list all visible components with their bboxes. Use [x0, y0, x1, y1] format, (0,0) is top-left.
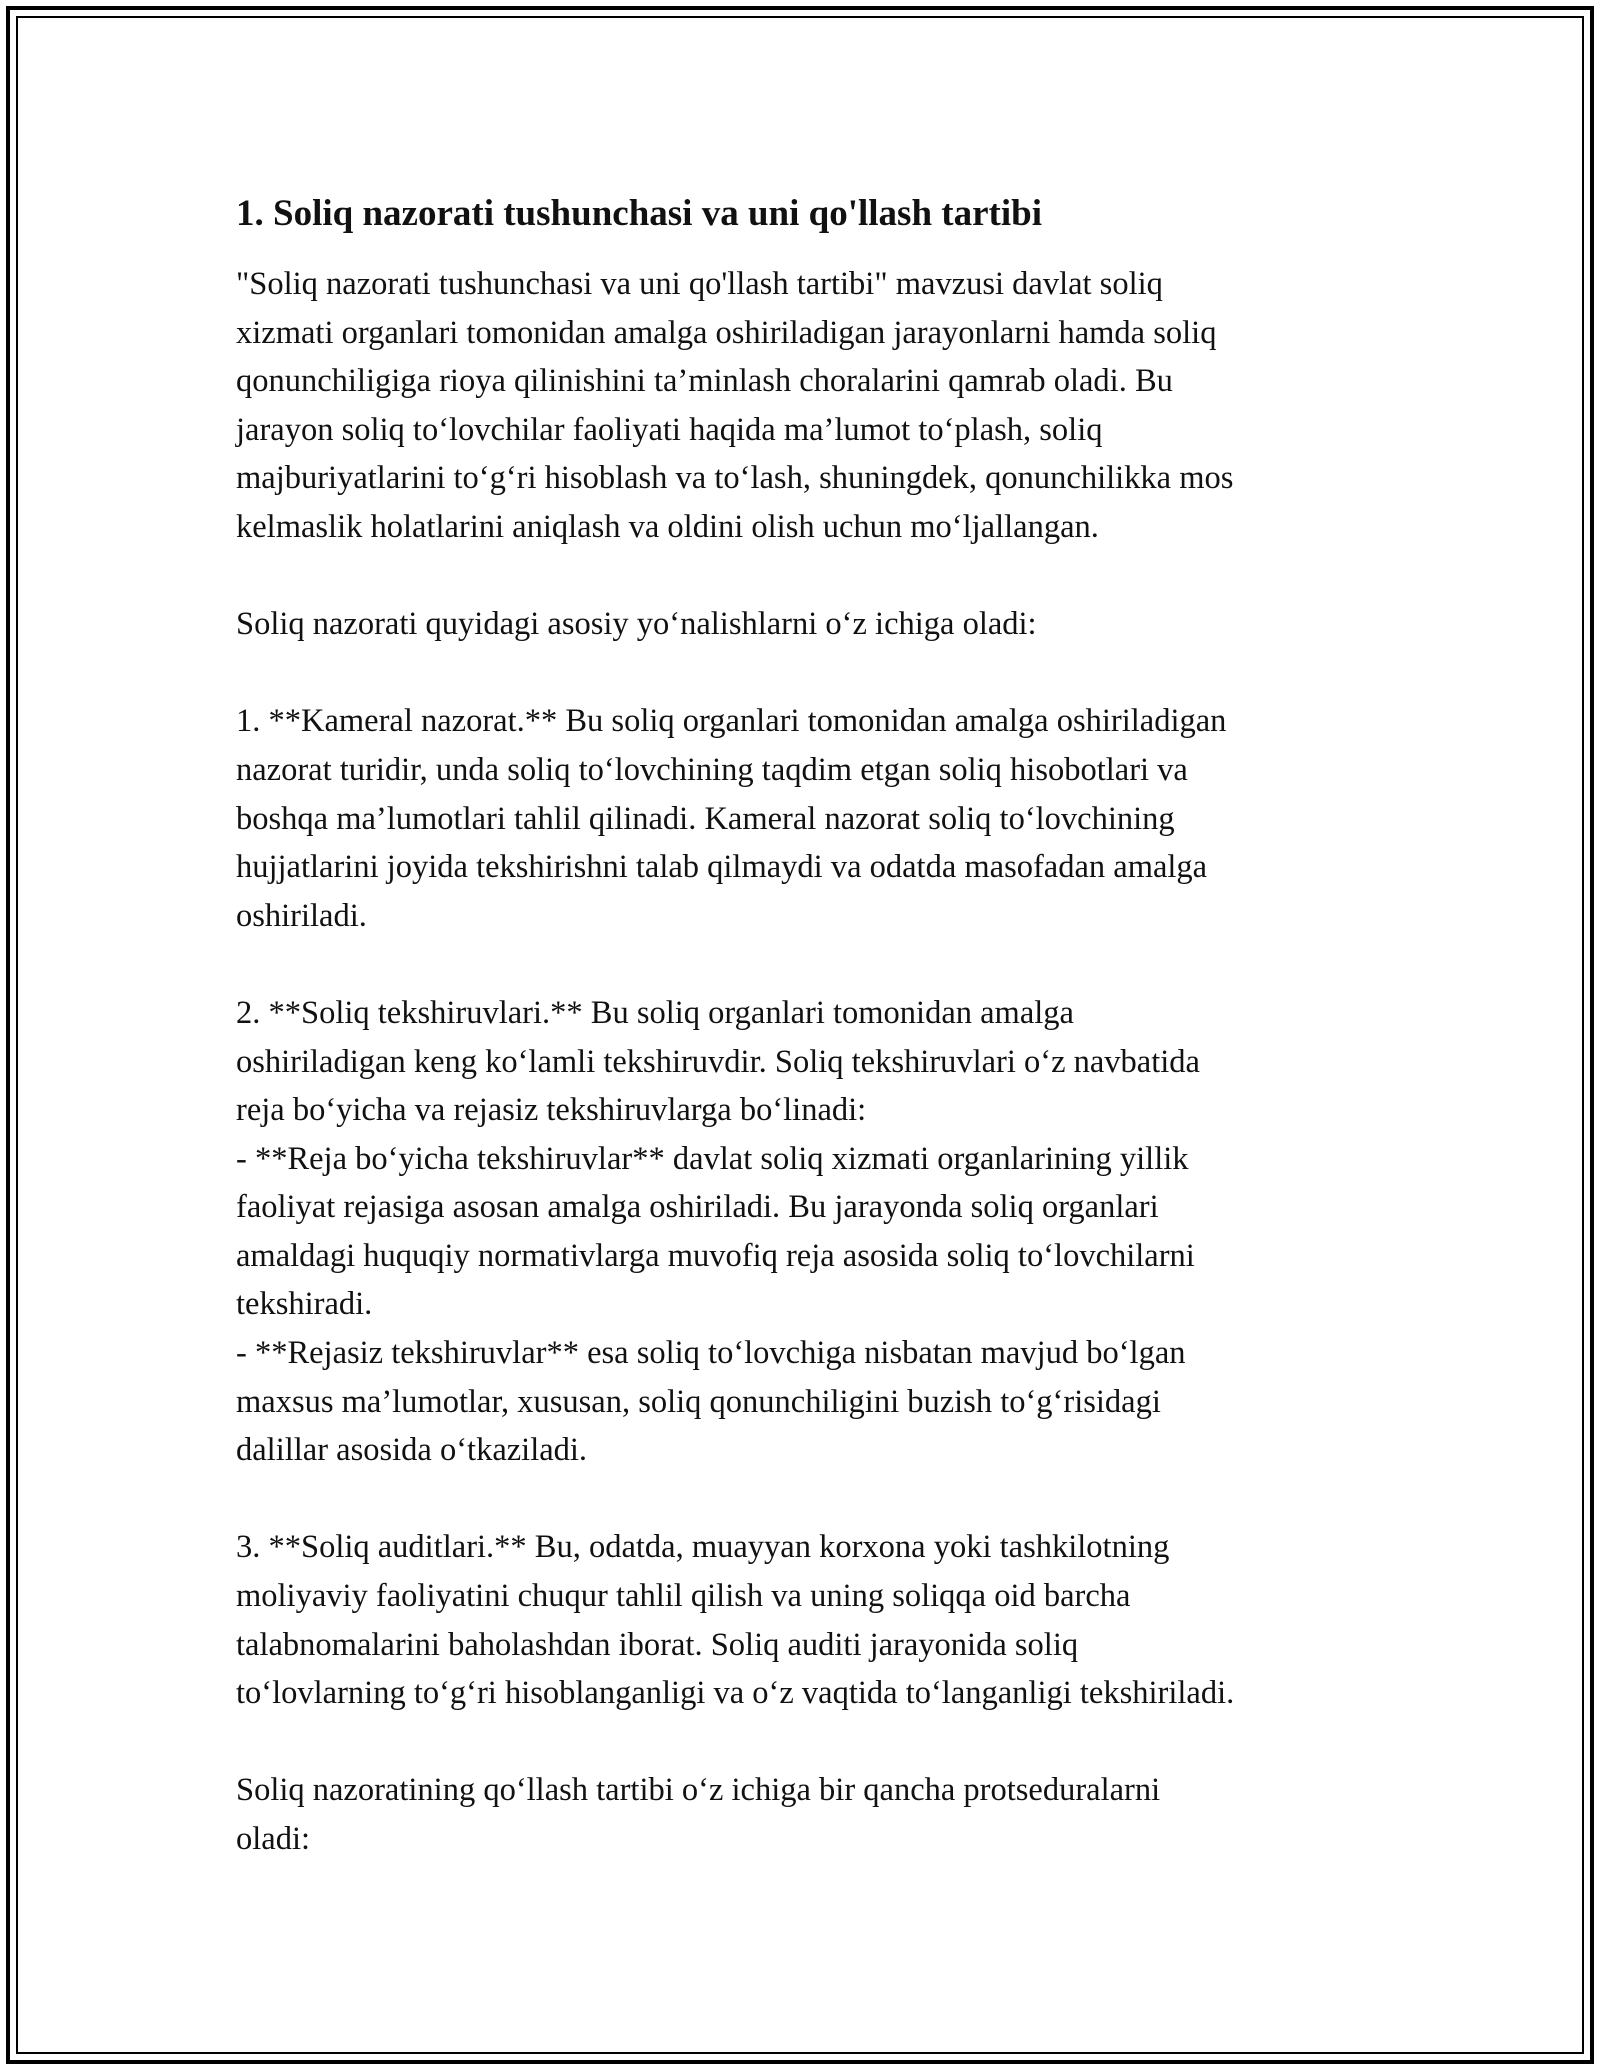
- directions-intro-paragraph: Soliq nazorati quyidagi asosiy yo‘nalishlarni o‘z ichiga oladi:: [236, 606, 1037, 643]
- list-item-soliq-auditlari: 3. **Soliq auditlari.** Bu, odatda, muayyan korxona yoki tashkilotning moliyaviy faoliyatini chuqur tahlil qilish va uning soliqqa oid barcha talabnomalarini baholashdan iborat. Soliq auditi jarayonida soliq to‘lovlarning to‘g‘ri hisoblanganligi va o‘z vaqtida to‘langanligi tekshiriladi.: [236, 1529, 1235, 1712]
- list-item-soliq-tekshiruvlari: 2. **Soliq tekshiruvlari.** Bu soliq organlari tomonidan amalga oshiriladigan keng ko‘lamli tekshiruvdir. Soliq tekshiruvlari o‘z navbatida reja bo‘yicha va rejasiz tekshiruvlarga bo‘linadi: - **Reja bo‘yicha tekshiruvlar** davlat soliq xizmati organlarining yillik faoliyat rejasiga asosan amalga oshiriladi. Bu jarayonda soliq organlari amaldagi huquqiy normativlarga muvofiq reja asosida soliq to‘lovchilarni tekshiradi. - **Rejasiz tekshiruvlar** esa soliq to‘lovchiga nisbatan mavjud bo‘lgan maxsus ma’lumotlar, xususan, soliq qonunchiligini buzish to‘g‘risidagi dalillar asosida o‘tkaziladi.: [236, 994, 1200, 1469]
- document-body: [236, 190, 1376, 1864]
- paragraph-spacer: [236, 552, 1376, 601]
- paragraph-spacer: [236, 1475, 1376, 1524]
- intro-paragraph: "Soliq nazorati tushunchasi va uni qo'llash tartibi" mavzusi davlat soliq xizmati organlari tomonidan amalga oshiriladigan jarayonlarni hamda soliq qonunchiligiga rioya qilinishini ta’minlash choralarini qamrab oladi. Bu jarayon soliq to‘lovchilar faoliyati haqida ma’lumot to‘plash, soliq majburiyatlarini to‘g‘ri hisoblash va to‘lash, shuningdek, qonunchilikka mos kelmaslik holatlarini aniqlash va oldini olish uchun mo‘ljallangan.: [236, 266, 1234, 545]
- procedures-intro-paragraph: Soliq nazoratining qo‘llash tartibi o‘z ichiga bir qancha protseduralarni oladi:: [236, 1772, 1161, 1857]
- section-heading: 1. Soliq nazorati tushunchasi va uni qo'llash tartibi: [236, 193, 1042, 234]
- paragraph-spacer: [236, 1718, 1376, 1767]
- paragraph-spacer: [236, 940, 1376, 989]
- list-item-kameral-nazorat: 1. **Kameral nazorat.** Bu soliq organlari tomonidan amalga oshiriladigan nazorat turidir, unda soliq to‘lovchining taqdim etgan soliq hisobotlari va boshqa ma’lumotlari tahlil qilinadi. Kameral nazorat soliq to‘lovchining hujjatlarini joyida tekshirishni talab qilmaydi va odatda masofadan amalga oshiriladi.: [236, 703, 1227, 934]
- paragraph-spacer: [236, 649, 1376, 698]
